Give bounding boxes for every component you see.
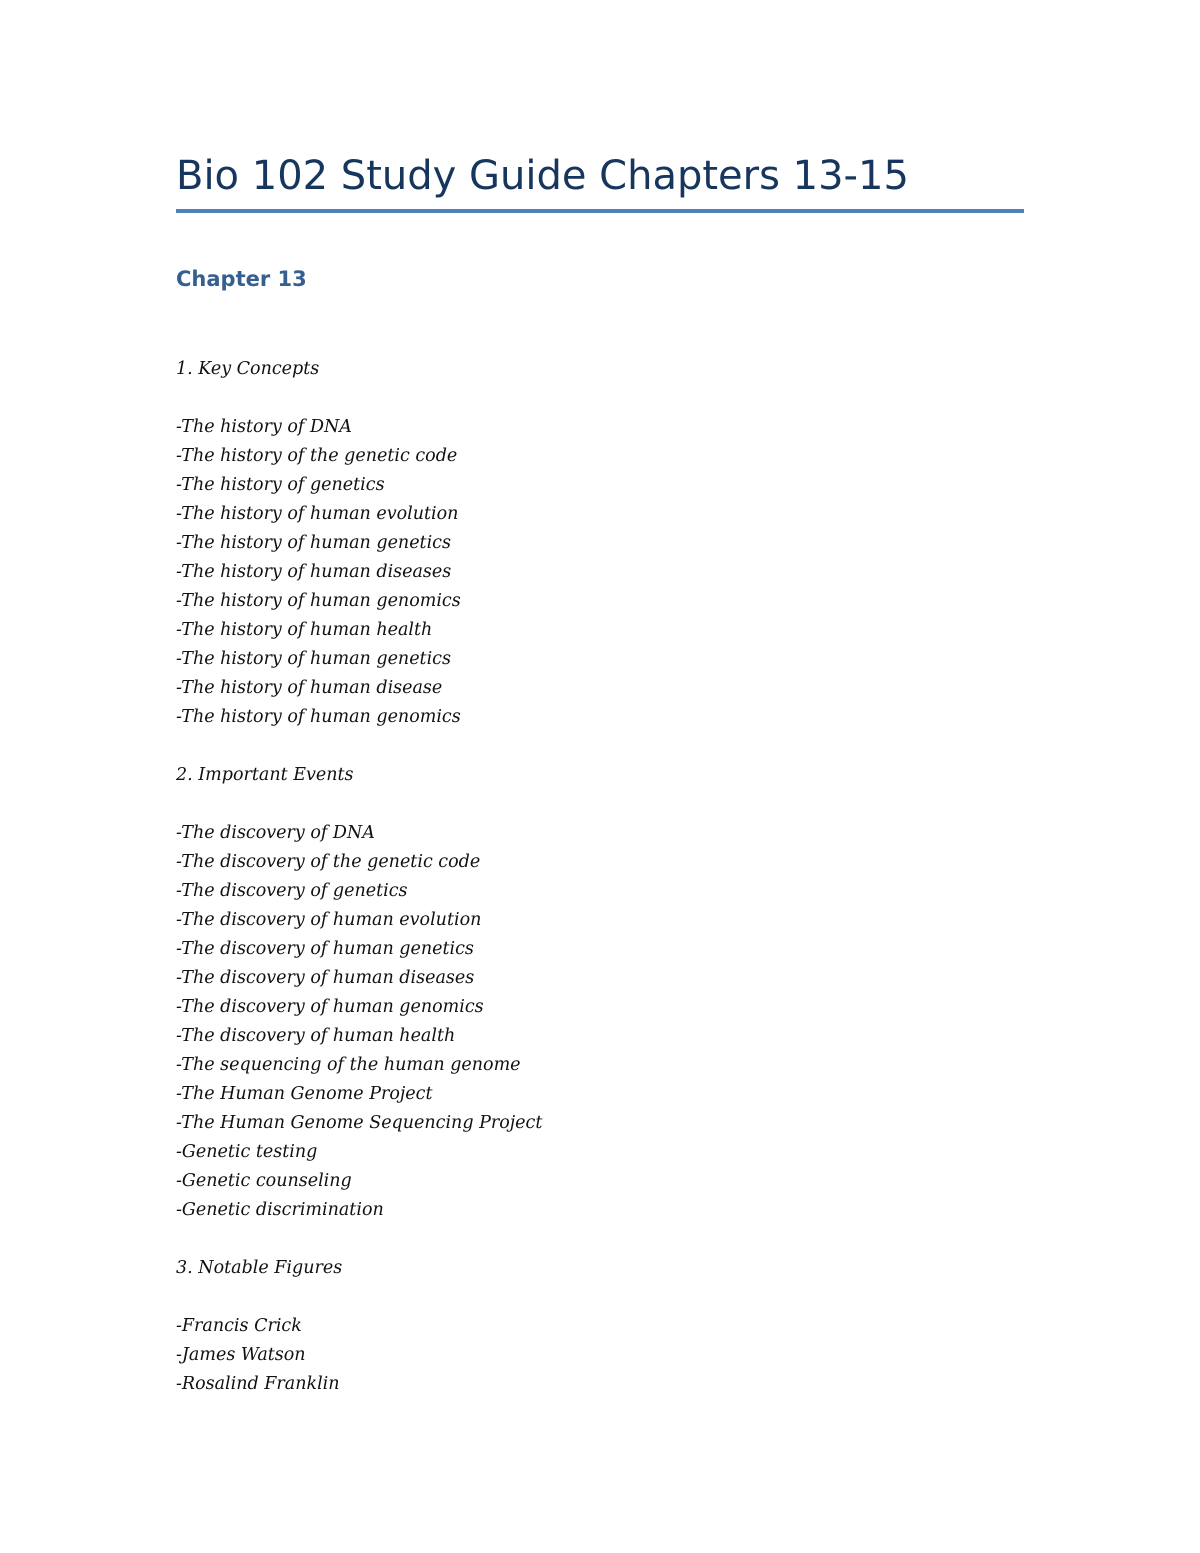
list-item: -The discovery of human genetics: [176, 939, 474, 959]
title-underline-rule: [176, 209, 1024, 213]
section-heading: 2. Important Events: [176, 765, 354, 785]
list-item: -The discovery of human evolution: [176, 910, 482, 930]
list-item: -Genetic testing: [176, 1142, 318, 1162]
list-item: -The history of genetics: [176, 475, 385, 495]
list-item: -The discovery of human diseases: [176, 968, 475, 988]
list-item: -The history of human disease: [176, 678, 443, 698]
list-item: -The Human Genome Project: [176, 1084, 433, 1104]
list-item: -The history of human diseases: [176, 562, 452, 582]
list-item: -James Watson: [176, 1345, 306, 1365]
list-item: -The history of human genomics: [176, 591, 461, 611]
list-item: -Francis Crick: [176, 1316, 302, 1336]
section-item-list: [176, 1312, 1024, 1399]
list-item: -The discovery of human health: [176, 1026, 456, 1046]
list-item: -The Human Genome Sequencing Project: [176, 1113, 543, 1133]
list-item: -The discovery of DNA: [176, 823, 375, 843]
list-item: -Genetic counseling: [176, 1171, 352, 1191]
list-item: -The history of human health: [176, 620, 433, 640]
chapter-heading: Chapter 13: [176, 267, 307, 291]
section-heading: 1. Key Concepts: [176, 359, 320, 379]
section-heading: 3. Notable Figures: [176, 1258, 343, 1278]
list-item: -The discovery of the genetic code: [176, 852, 481, 872]
list-item: -Rosalind Franklin: [176, 1374, 340, 1394]
section-item-list: [176, 819, 1024, 1225]
list-item: -The sequencing of the human genome: [176, 1055, 521, 1075]
list-item: -The history of human genetics: [176, 649, 451, 669]
section-item-list: [176, 413, 1024, 732]
list-item: -The discovery of genetics: [176, 881, 408, 901]
list-item: -The history of DNA: [176, 417, 352, 437]
list-item: -The discovery of human genomics: [176, 997, 484, 1017]
document-title: Bio 102 Study Guide Chapters 13-15: [176, 153, 909, 199]
study-guide-content: [176, 355, 1024, 1428]
list-item: -The history of human genomics: [176, 707, 461, 727]
list-item: -Genetic discrimination: [176, 1200, 384, 1220]
list-item: -The history of human evolution: [176, 504, 459, 524]
list-item: -The history of the genetic code: [176, 446, 458, 466]
list-item: -The history of human genetics: [176, 533, 451, 553]
